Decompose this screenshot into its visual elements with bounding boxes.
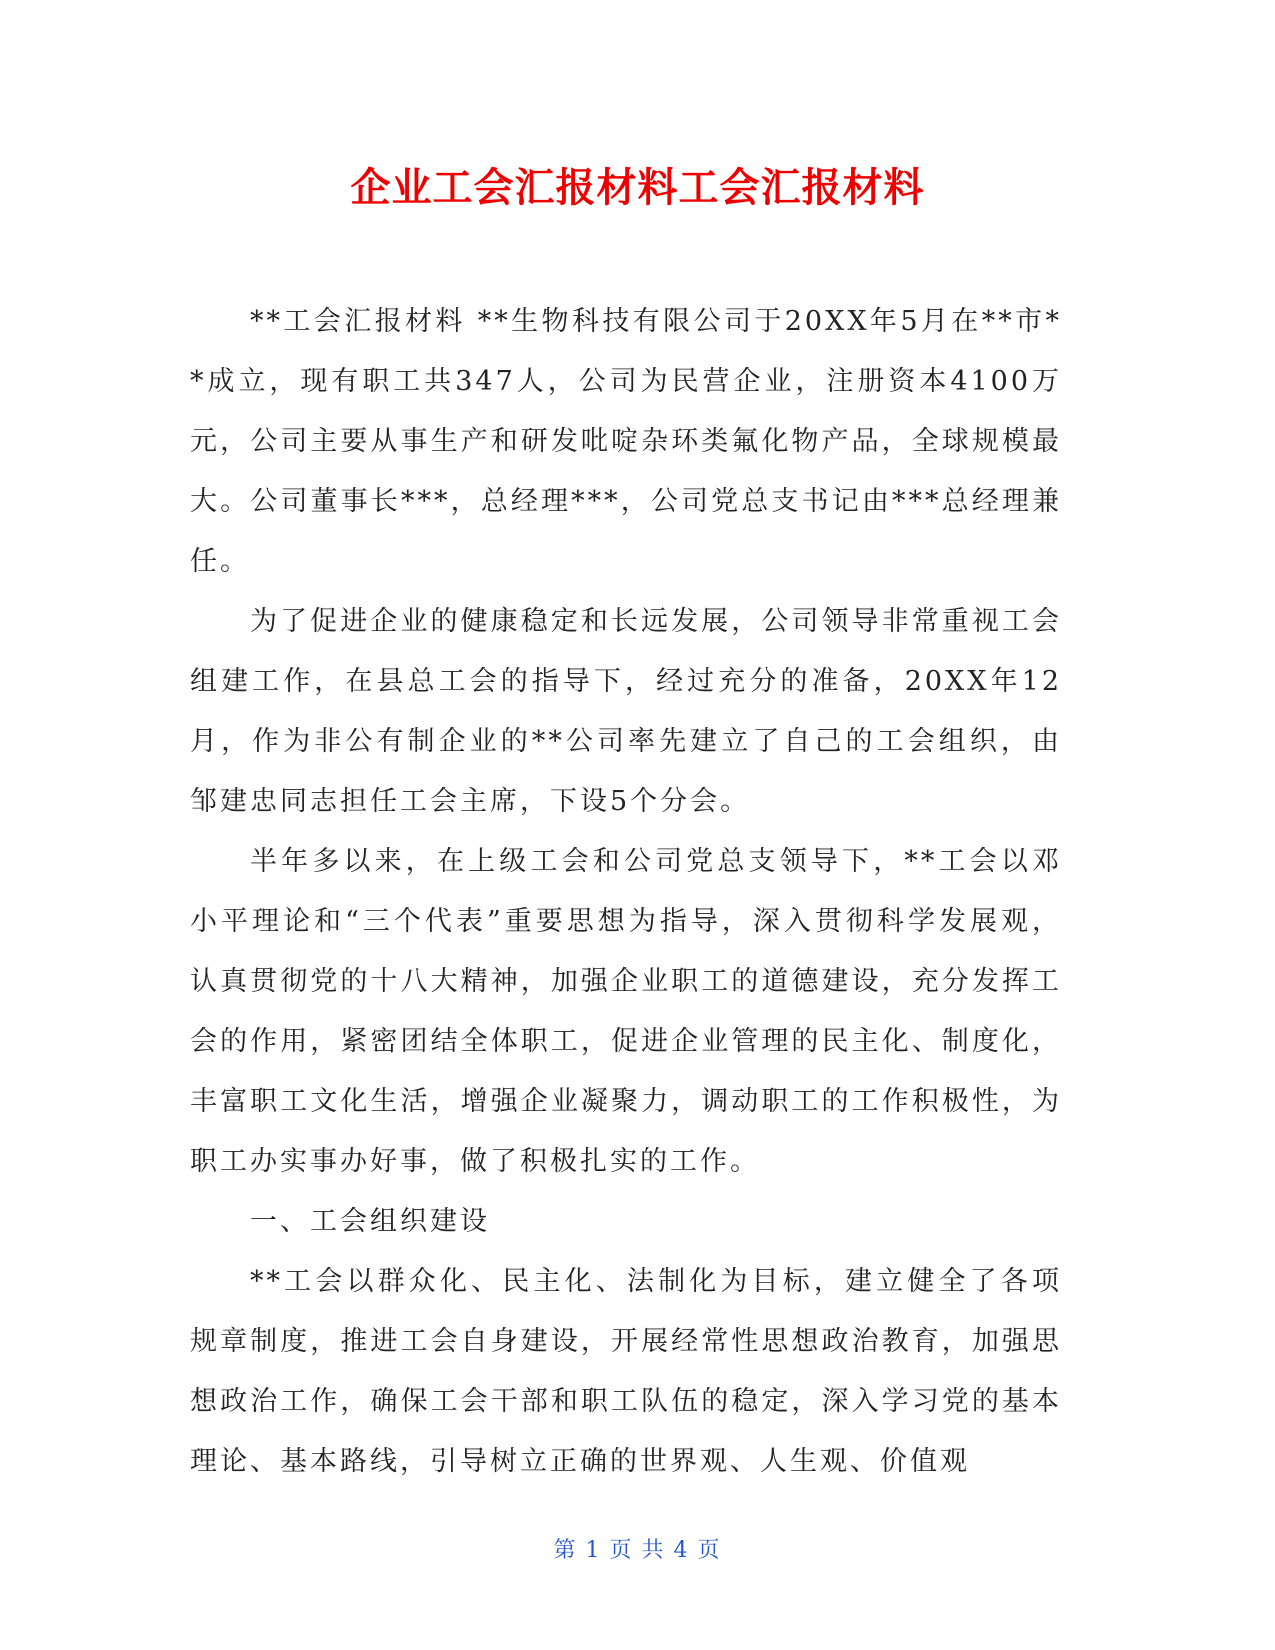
document-title: 企业工会汇报材料工会汇报材料 xyxy=(350,165,925,211)
document-body xyxy=(190,292,1062,1492)
paragraph-overview: 半年多以来，在上级工会和公司党总支领导下，**工会以邓小平理论和“三个代表”重要思想为指导，深入贯彻科学发展观，认真贯彻党的十八大精神，加强企业职工的道德建设，充分发挥工会的作用，紧密团结全体职工，促进企业管理的民主化、制度化，丰富职工文化生活，增强企业凝聚力，调动职工的工作积极性，为职工办实事办好事，做了积极扎实的工作。 xyxy=(190,846,1062,1177)
footer-total-pages: 4 xyxy=(673,1538,690,1563)
footer-total-prefix: 共 xyxy=(641,1538,666,1563)
footer-suffix: 页 xyxy=(697,1538,722,1563)
paragraph-intro: **工会汇报材料 **生物科技有限公司于20XX年5月在**市**成立，现有职工共347人，公司为民营企业，注册资本4100万元，公司主要从事生产和研发吡啶杂环类氟化物产品，全球规模最大。公司董事长***，总经理***，公司党总支书记由***总经理兼任。 xyxy=(190,306,1062,577)
footer-prefix: 第 xyxy=(553,1538,578,1563)
page-footer xyxy=(0,1536,1275,1566)
footer-current-page: 1 xyxy=(585,1538,602,1563)
footer-page-word: 页 xyxy=(609,1538,634,1563)
section-heading: 一、工会组织建设 xyxy=(250,1206,490,1237)
paragraph-establishment: 为了促进企业的健康稳定和长远发展，公司领导非常重视工会组建工作，在县总工会的指导下，经过充分的准备，20XX年12月，作为非公有制企业的**公司率先建立了自己的工会组织，由邹建忠同志担任工会主席，下设5个分会。 xyxy=(190,606,1062,817)
paragraph-organization: **工会以群众化、民主化、法制化为目标，建立健全了各项规章制度，推进工会自身建设，开展经常性思想政治教育，加强思想政治工作，确保工会干部和职工队伍的稳定，深入学习党的基本理论、基本路线，引导树立正确的世界观、人生观、价值观 xyxy=(190,1266,1062,1477)
